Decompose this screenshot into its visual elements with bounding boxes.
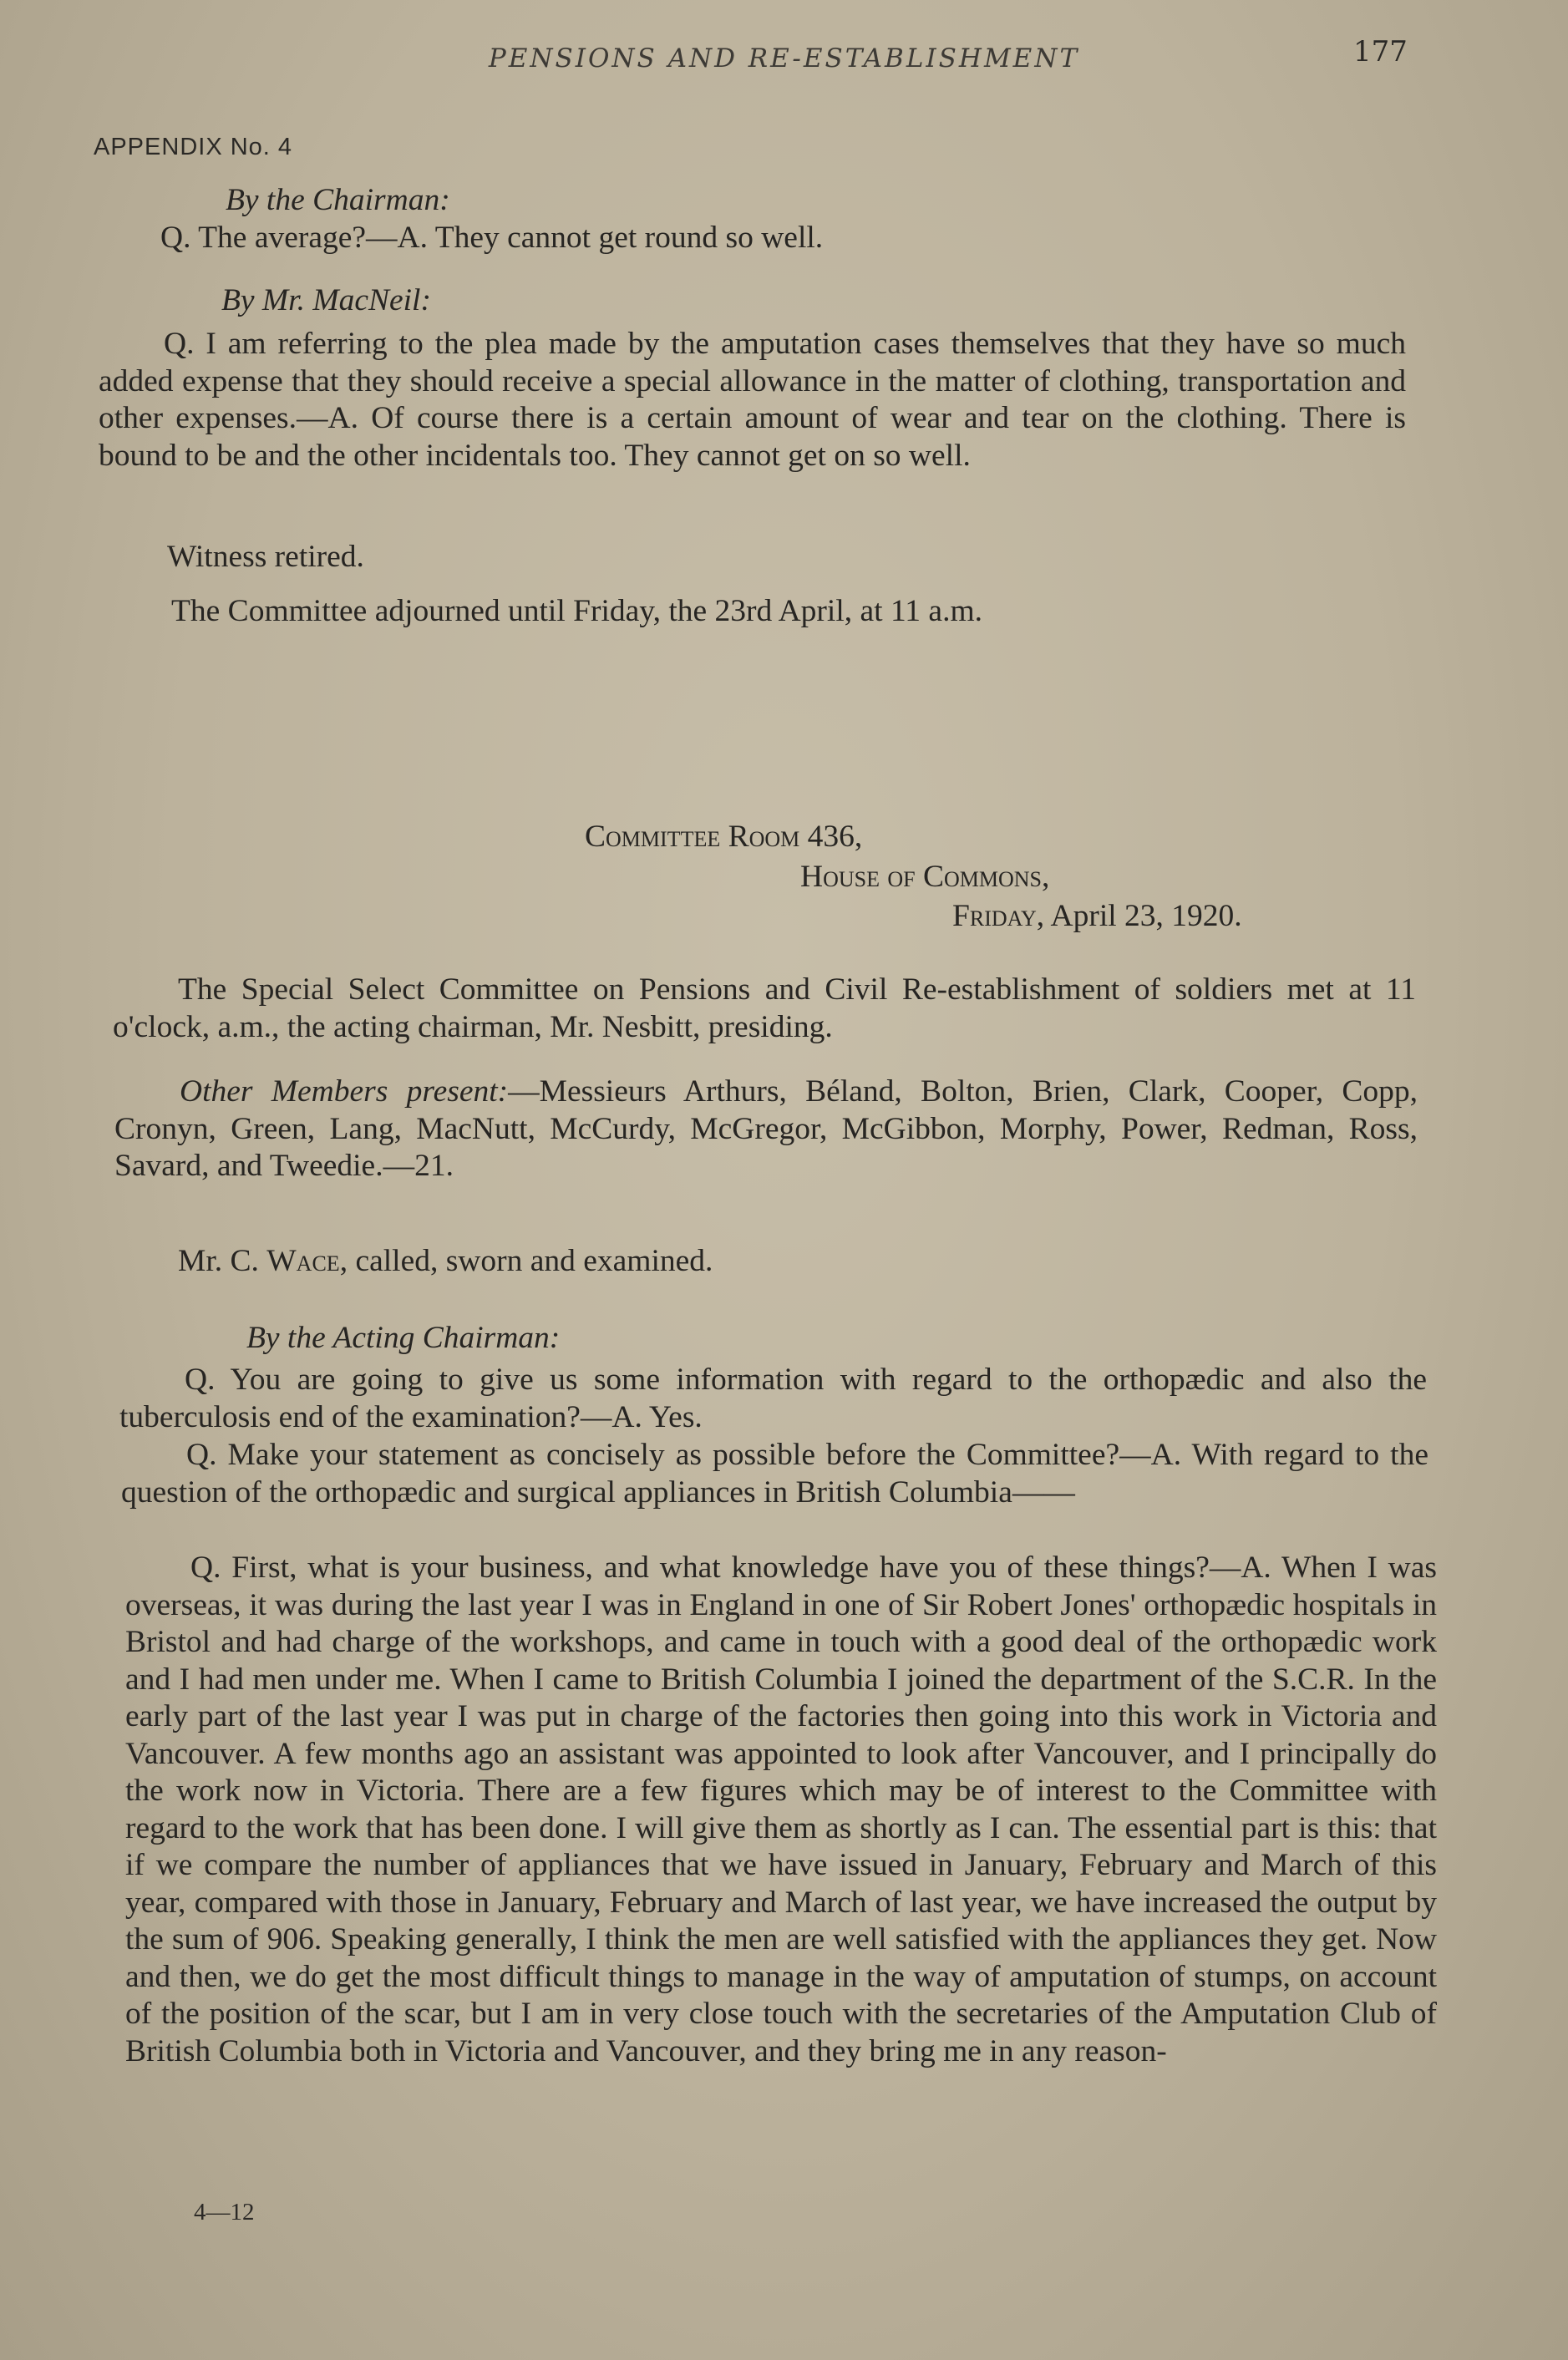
speaker-heading: By the Acting Chairman: bbox=[246, 1321, 561, 1355]
page-number: 177 bbox=[1353, 35, 1408, 69]
question-answer: Q. First, what is your business, and what knowledge have you of these things?—A. When I was overseas, it was during the last year I was in England in one of Sir Robert Jones' orthopædic hospitals in Bristol and had charge of the workshops, and came in touch with a good deal of the orthopædic work and I had men under me. When I came to British Columbia I joined the department of the S.C.R. In the early part of the last year I was put in charge of the factories then going into this work in Victoria and Vancouver. A few months ago an assistant was appointed to look after Vancouver, and I principally do the work now in Victoria. There are a few figures which may be of interest to the Committee with regard to the work that has been done. I will give them as shortly as I can. The essential part is this: that if we compare the number of appliances that we have issued in January, February and March of this year, compared with those in January, February and March of last year, we have increased the output by the sum of 906. Speaking generally, I think the men are well satisfied with the appliances they get. Now and then, we do get the most difficult things to manage in the way of amputation of stumps, on account of the position of the scar, but I am in very close touch with the secretaries of the Amputation Club of British Columbia both in Victoria and Vancouver, and they bring me in any reason- bbox=[125, 1550, 1437, 2068]
witness-retired: Witness retired. bbox=[167, 540, 364, 574]
members-paragraph bbox=[114, 1073, 1418, 1185]
speaker-heading: By Mr. MacNeil: bbox=[221, 283, 431, 317]
question-answer: Q. Make your statement as concisely as possible before the Committee?—A. With regard to the question of the orthopædic and surgical appliances in British Columbia—— bbox=[121, 1438, 1428, 1510]
location-line: House of Commons, bbox=[800, 860, 1050, 894]
meeting-date bbox=[952, 898, 1242, 936]
meeting-date-text: April 23, 1920. bbox=[1050, 899, 1242, 933]
running-header: PENSIONS AND RE-ESTABLISHMENT bbox=[488, 43, 1080, 74]
witness-suffix: , called, sworn and examined. bbox=[339, 1244, 713, 1278]
members-label: Other Members present: bbox=[180, 1074, 509, 1109]
question-answer: Q. I am referring to the plea made by the amputation cases themselves that they have so much added expense that they should receive a special allowance in the matter of clothing, transportation and other expenses.—A. Of course there is a certain amount of wear and tear on the clothing. There is bound to be and the other incidentals too. They cannot get on so well. bbox=[99, 327, 1406, 473]
meeting-paragraph: The Special Select Committee on Pensions and Civil Re-establishment of soldiers met at 11 o'clock, a.m., the acting chairman, Mr. Nesbitt, presiding. bbox=[113, 972, 1416, 1044]
witness-line bbox=[178, 1243, 713, 1281]
members-list: —Messieurs Arthurs, Béland, Bolton, Brien, Clark, Cooper, Copp, Cronyn, Green, Lang, MacNutt, McCurdy, McGregor, McGibbon, Morphy, Power, Redman, Ross, Savard, and Tweedie.—21. bbox=[114, 1074, 1418, 1183]
signature-mark: 4—12 bbox=[194, 2199, 255, 2226]
question-answer: Q. The average?—A. They cannot get round so well. bbox=[160, 221, 824, 255]
witness-name: Wace bbox=[266, 1244, 340, 1278]
speaker-heading: By the Chairman: bbox=[226, 183, 450, 217]
witness-prefix: Mr. C. bbox=[178, 1244, 267, 1278]
location-line: Committee Room 436, bbox=[585, 820, 863, 854]
adjournment-note: The Committee adjourned until Friday, the 23rd April, at 11 a.m. bbox=[171, 594, 982, 628]
question-answer: Q. You are going to give us some information with regard to the orthopædic and also the tuberculosis end of the examination?—A. Yes. bbox=[119, 1363, 1427, 1434]
meeting-weekday: Friday, bbox=[952, 899, 1045, 933]
appendix-label: APPENDIX No. 4 bbox=[94, 134, 293, 160]
